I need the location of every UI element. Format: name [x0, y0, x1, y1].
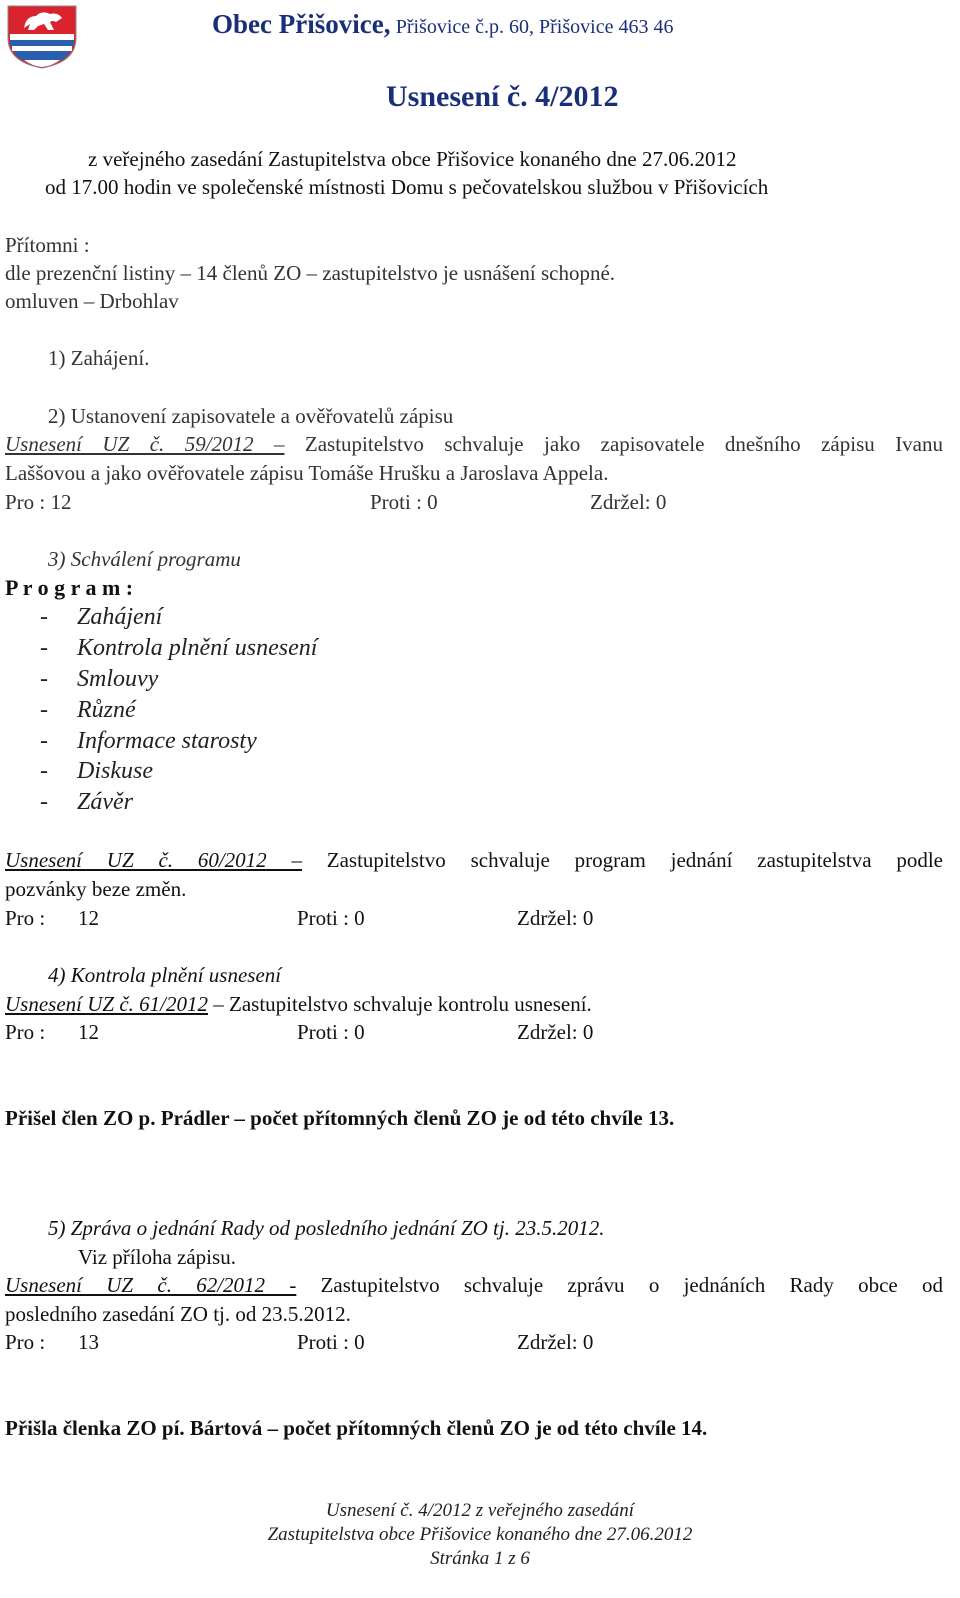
item-4-text-line — [5, 992, 592, 1017]
list-dash: - — [40, 697, 48, 723]
votes-pro-value: 12 — [78, 906, 99, 930]
program-item — [40, 697, 136, 724]
resolution-ref-62: Usnesení UZ č. 62/2012 - — [5, 1273, 297, 1297]
votes-proti: Proti : 0 — [370, 490, 438, 514]
list-dash: - — [40, 728, 48, 754]
item-4-heading: 4) Kontrola plnění usnesení — [48, 963, 282, 987]
municipal-crest-logo — [6, 4, 78, 70]
footer-line-2: Zastupitelstva obce Přišovice konaného dne 27.06.2012 — [267, 1524, 693, 1545]
letterhead-address: Přišovice č.p. 60, Přišovice 463 46 — [395, 16, 674, 38]
program-item-label: Smlouvy — [77, 666, 159, 692]
votes-pro-value: 13 — [78, 1330, 99, 1354]
footer-line-1: Usnesení č. 4/2012 z veřejného zasedání — [325, 1500, 635, 1521]
notice-arrival-1: Přišel člen ZO p. Prádler – počet přítomných členů ZO je od této chvíle 13. — [5, 1106, 675, 1130]
program-label: P r o g r a m : — [5, 575, 134, 600]
votes-zdrzel: Zdržel: 0 — [517, 906, 594, 930]
notice-arrival-2: Přišla členka ZO pí. Bártová – počet přítomných členů ZO je od této chvíle 14. — [5, 1416, 708, 1440]
list-dash: - — [40, 758, 48, 784]
program-item-label: Diskuse — [77, 758, 153, 784]
item-2-heading: 2) Ustanovení zapisovatele a ověřovatelů zápisu — [48, 404, 454, 428]
list-dash: - — [40, 666, 48, 692]
item-3-text-line-1 — [5, 848, 943, 873]
list-dash: - — [40, 789, 48, 815]
letterhead — [212, 9, 673, 40]
intro-line-2: od 17.00 hodin ve společenské místnosti Domu s pečovatelskou službou v Přišovicích — [45, 175, 769, 199]
item-2-text-line-1 — [5, 432, 943, 457]
votes-pro: Pro : — [5, 1020, 46, 1044]
item-5-text-1: Zastupitelstvo schvaluje zprávu o jednáních Rady obce od — [320, 1273, 944, 1297]
item-3-text-line-2: pozvánky beze změn. — [5, 877, 187, 901]
item-2-text-1: Zastupitelstvo schvaluje jako zapisovatele dnešního zápisu Ivanu — [304, 432, 944, 456]
votes-proti: Proti : 0 — [297, 906, 365, 930]
program-item-label: Zahájení — [77, 604, 163, 630]
item-5-heading: 5) Zpráva o jednání Rady od posledního jednání ZO tj. 23.5.2012. — [48, 1216, 605, 1240]
program-item-label: Informace starosty — [77, 728, 257, 754]
resolution-ref-59: Usnesení UZ č. 59/2012 – — [5, 432, 285, 456]
votes-zdrzel: Zdržel: 0 — [517, 1330, 594, 1354]
attendance-line-1: dle prezenční listiny – 14 členů ZO – zastupitelstvo je usnášení schopné. — [5, 261, 616, 285]
footer-page-number: Stránka 1 z 6 — [430, 1548, 530, 1569]
votes-pro: Pro : 12 — [5, 490, 72, 514]
intro-line-1: z veřejného zasedání Zastupitelstva obce Přišovice konaného dne 27.06.2012 — [88, 147, 737, 171]
resolution-ref-61: Usnesení UZ č. 61/2012 — [5, 992, 208, 1016]
item-5-sub: Viz příloha zápisu. — [78, 1245, 236, 1269]
votes-zdrzel: Zdržel: 0 — [517, 1020, 594, 1044]
item-4-text: – Zastupitelstvo schvaluje kontrolu usnesení. — [213, 992, 592, 1016]
votes-proti: Proti : 0 — [297, 1020, 365, 1044]
votes-proti: Proti : 0 — [297, 1330, 365, 1354]
item-5-text-line-1 — [5, 1273, 943, 1298]
list-dash: - — [40, 604, 48, 630]
program-item — [40, 789, 133, 816]
program-item — [40, 604, 162, 631]
program-item-label: Kontrola plnění usnesení — [77, 635, 318, 661]
item-5-text-line-2: posledního zasedání ZO tj. od 23.5.2012. — [5, 1302, 351, 1326]
item-1-heading: 1) Zahájení. — [48, 346, 150, 370]
document-title: Usnesení č. 4/2012 — [386, 80, 619, 113]
program-item-label: Závěr — [77, 789, 133, 815]
program-item — [40, 758, 153, 785]
program-item-label: Různé — [77, 697, 136, 723]
program-item — [40, 728, 257, 755]
attendance-line-2: omluven – Drbohlav — [5, 289, 179, 313]
votes-pro-value: 12 — [78, 1020, 99, 1044]
votes-zdrzel: Zdržel: 0 — [590, 490, 667, 514]
item-3-text-1: Zastupitelstvo schvaluje program jednání zastupitelstva podle — [326, 848, 944, 872]
votes-pro: Pro : — [5, 906, 46, 930]
program-item — [40, 635, 317, 662]
attendance-label: Přítomni : — [5, 233, 90, 257]
item-3-heading: 3) Schválení programu — [48, 547, 241, 571]
item-2-text-line-2: Laššovou a jako ověřovatele zápisu Tomáše Hrušku a Jaroslava Appela. — [5, 461, 609, 485]
votes-pro: Pro : — [5, 1330, 46, 1354]
letterhead-org: Obec Přišovice, — [212, 9, 391, 39]
program-item — [40, 666, 158, 693]
resolution-ref-60: Usnesení UZ č. 60/2012 – — [5, 848, 302, 872]
list-dash: - — [40, 635, 48, 661]
